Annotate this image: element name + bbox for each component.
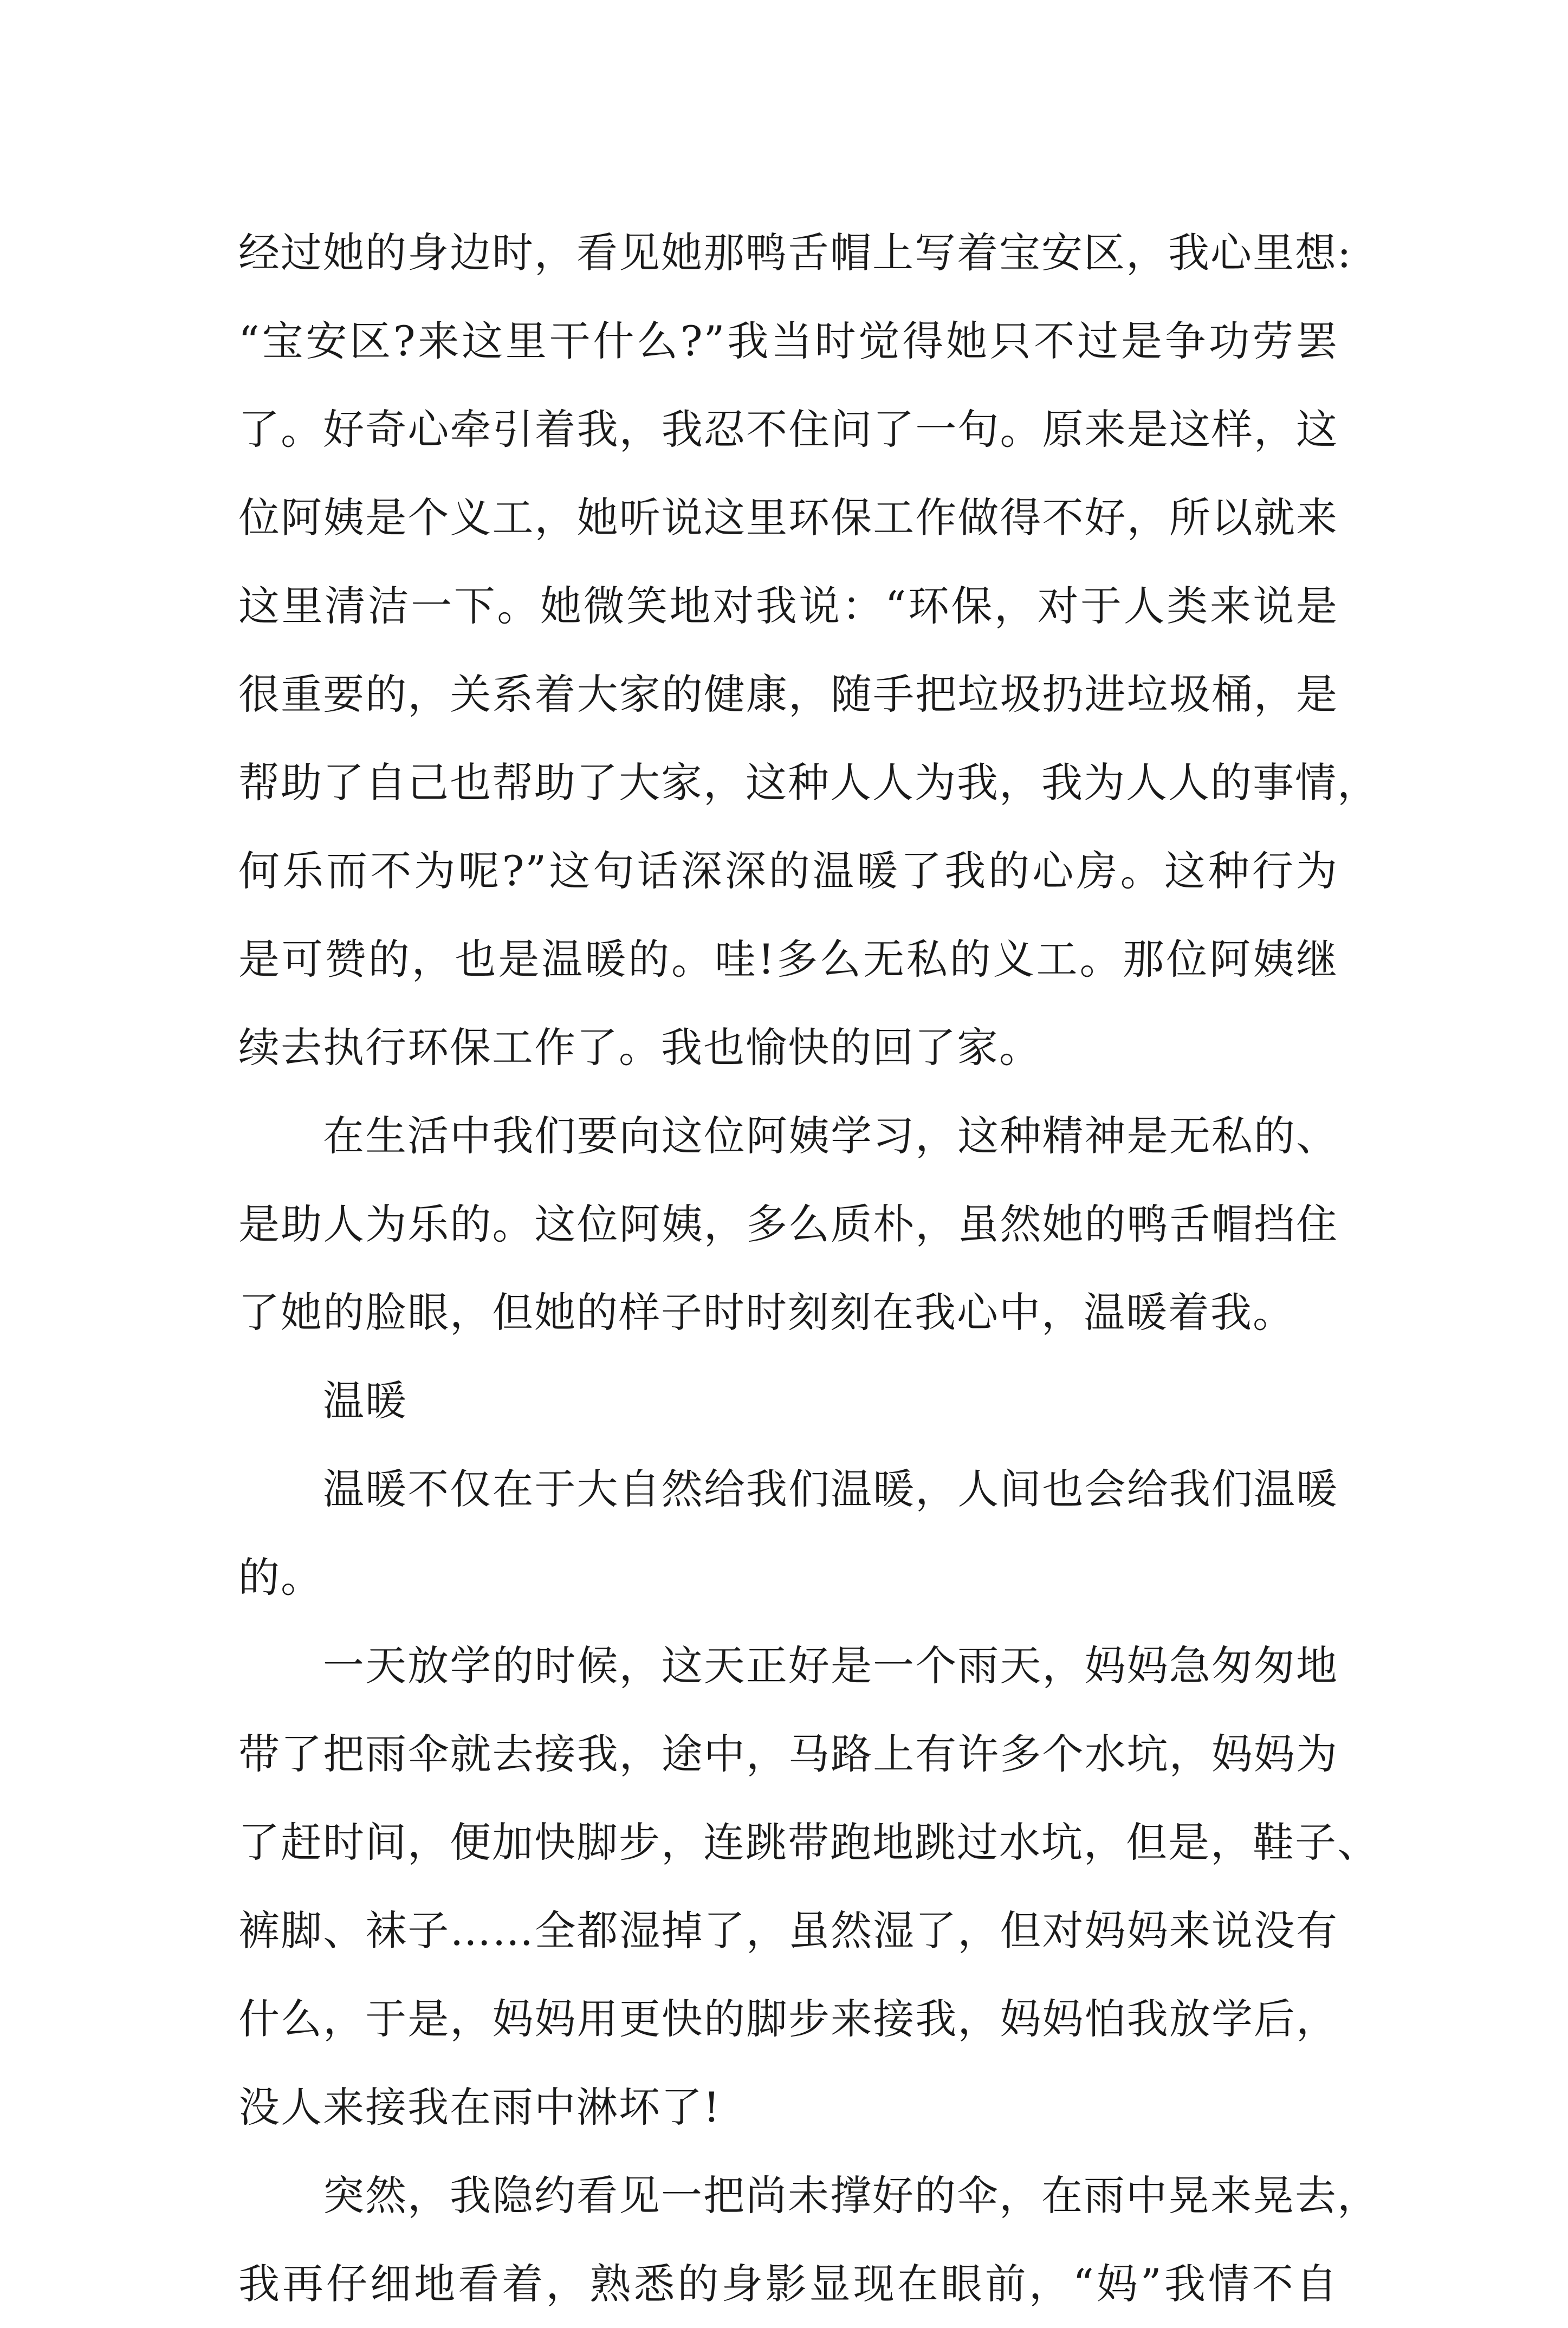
text-line: 帮助了自己也帮助了大家，这种人人为我，我为人人的事情，: [238, 758, 1379, 807]
text-line: 在生活中我们要向这位阿姨学习，这种精神是无私的、: [323, 1112, 1338, 1160]
text-line: 这里清洁一下。她微笑地对我说：“环保，对于人类来说是: [238, 582, 1338, 630]
text-line: 位阿姨是个义工，她听说这里环保工作做得不好，所以就来: [238, 494, 1338, 542]
text-line: 带了把雨伞就去接我，途中，马路上有许多个水坑，妈妈为: [238, 1730, 1338, 1778]
text-line: 裤脚、袜子……全都湿掉了，虽然湿了，但对妈妈来说没有: [238, 1907, 1338, 1955]
text-line: 了她的脸眼，但她的样子时时刻刻在我心中，温暖着我。: [238, 1288, 1295, 1337]
text-line: 突然，我隐约看见一把尚未撑好的伞，在雨中晃来晃去，: [323, 2171, 1379, 2220]
text-line: 温暖: [323, 1377, 407, 1425]
body-text: [238, 209, 1379, 2328]
text-line: 是可赞的，也是温暖的。哇!多么无私的义工。那位阿姨继: [238, 935, 1338, 983]
text-line: 很重要的，关系着大家的健康，随手把垃圾扔进垃圾桶，是: [238, 670, 1338, 718]
text-line: 温暖不仅在于大自然给我们温暖，人间也会给我们温暖: [323, 1465, 1338, 1513]
text-line: 了赶时间，便加快脚步，连跳带跑地跳过水坑，但是，鞋子、: [238, 1818, 1379, 1866]
text-line: 何乐而不为呢?”这句话深深的温暖了我的心房。这种行为: [238, 847, 1338, 895]
text-line: 一天放学的时候，这天正好是一个雨天，妈妈急匆匆地: [323, 1642, 1338, 1690]
text-line: 了。好奇心牵引着我，我忍不住问了一句。原来是这样，这: [238, 405, 1338, 453]
text-line: 我再仔细地看着，熟悉的身影显现在眼前，“妈”我情不自: [238, 2260, 1338, 2308]
text-line: 什么，于是，妈妈用更快的脚步来接我，妈妈怕我放学后，: [238, 1995, 1338, 2043]
text-line: 的。: [238, 1553, 323, 1601]
text-line: 经过她的身边时，看见她那鸭舌帽上写着宝安区，我心里想:: [238, 229, 1352, 277]
text-line: 没人来接我在雨中淋坏了!: [238, 2083, 721, 2131]
text-line: 续去执行环保工作了。我也愉快的回了家。: [238, 1023, 1041, 1072]
text-line: “宝安区?来这里干什么?”我当时觉得她只不过是争功劳罢: [238, 317, 1338, 365]
text-line: 是助人为乐的。这位阿姨，多么质朴，虽然她的鸭舌帽挡住: [238, 1200, 1338, 1248]
